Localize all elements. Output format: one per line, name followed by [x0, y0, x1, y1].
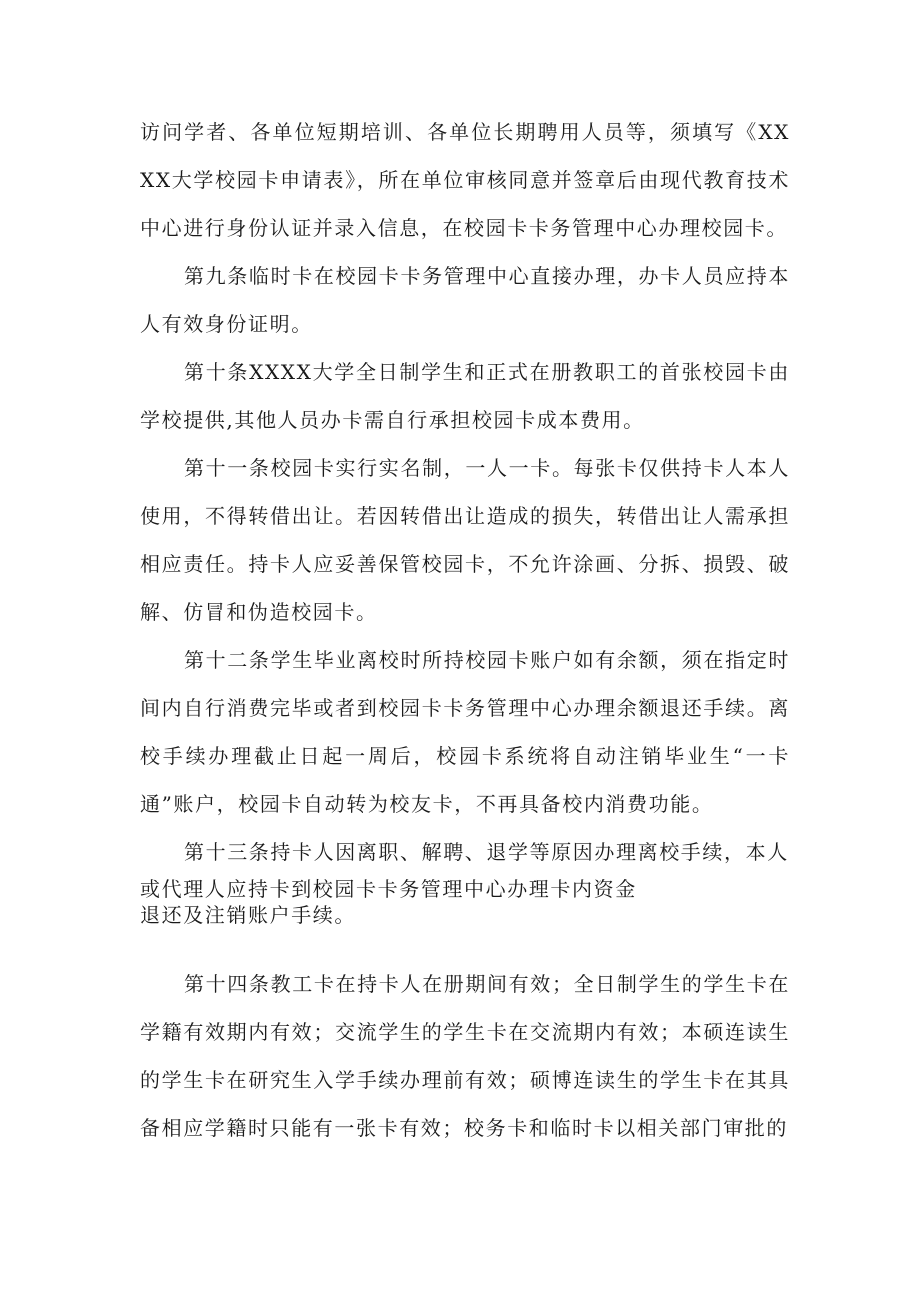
paragraph-article-10: 第十条XXXX大学全日制学生和正式在册教职工的首张校园卡由学校提供,其他人员办卡需自行承担校园卡成本费用。 [140, 360, 790, 432]
article-13-line-3: 退还及注销账户手续。 [140, 903, 356, 927]
article-13-line-1: 第十三条持卡人因离职、解聘、退学等原因办理离校手续，本人 [184, 840, 789, 864]
article-13-line-2: 或代理人应持卡到校园卡卡务管理中心办理卡内资金 [140, 877, 637, 901]
paragraph-article-12: 第十二条学生毕业离校时所持校园卡账户如有余额，须在指定时间内自行消费完毕或者到校园卡卡务管理中心办理余额退还手续。离校手续办理截止日起一周后，校园卡系统将自动注销毕业生“一卡通”账户，校园卡自动转为校友卡，不再具备校内消费功能。 [140, 648, 790, 816]
paragraph-article-9: 第九条临时卡在校园卡卡务管理中心直接办理，办卡人员应持本人有效身份证明。 [140, 264, 790, 336]
paragraph-application-continuation: 访问学者、各单位短期培训、各单位长期聘用人员等，须填写《XXXX大学校园卡申请表》，所在单位审核同意并签章后由现代教育技术中心进行身份认证并录入信息，在校园卡卡务管理中心办理校园卡。 [140, 120, 790, 240]
paragraph-article-14: 第十四条教工卡在持卡人在册期间有效；全日制学生的学生卡在学籍有效期内有效；交流学生的学生卡在交流期内有效；本硕连读生的学生卡在研究生入学手续办理前有效；硕博连读生的学生卡在其具备相应学籍时只能有一张卡有效；校务卡和临时卡以相关部门审批的 [140, 972, 790, 1140]
paragraph-article-11: 第十一条校园卡实行实名制，一人一卡。每张卡仅供持卡人本人使用，不得转借出让。若因转借出让造成的损失，转借出让人需承担相应责任。持卡人应妥善保管校园卡，不允许涂画、分拆、损毁、破解、仿冒和伪造校园卡。 [140, 456, 790, 624]
paragraph-article-13 [140, 828, 790, 928]
